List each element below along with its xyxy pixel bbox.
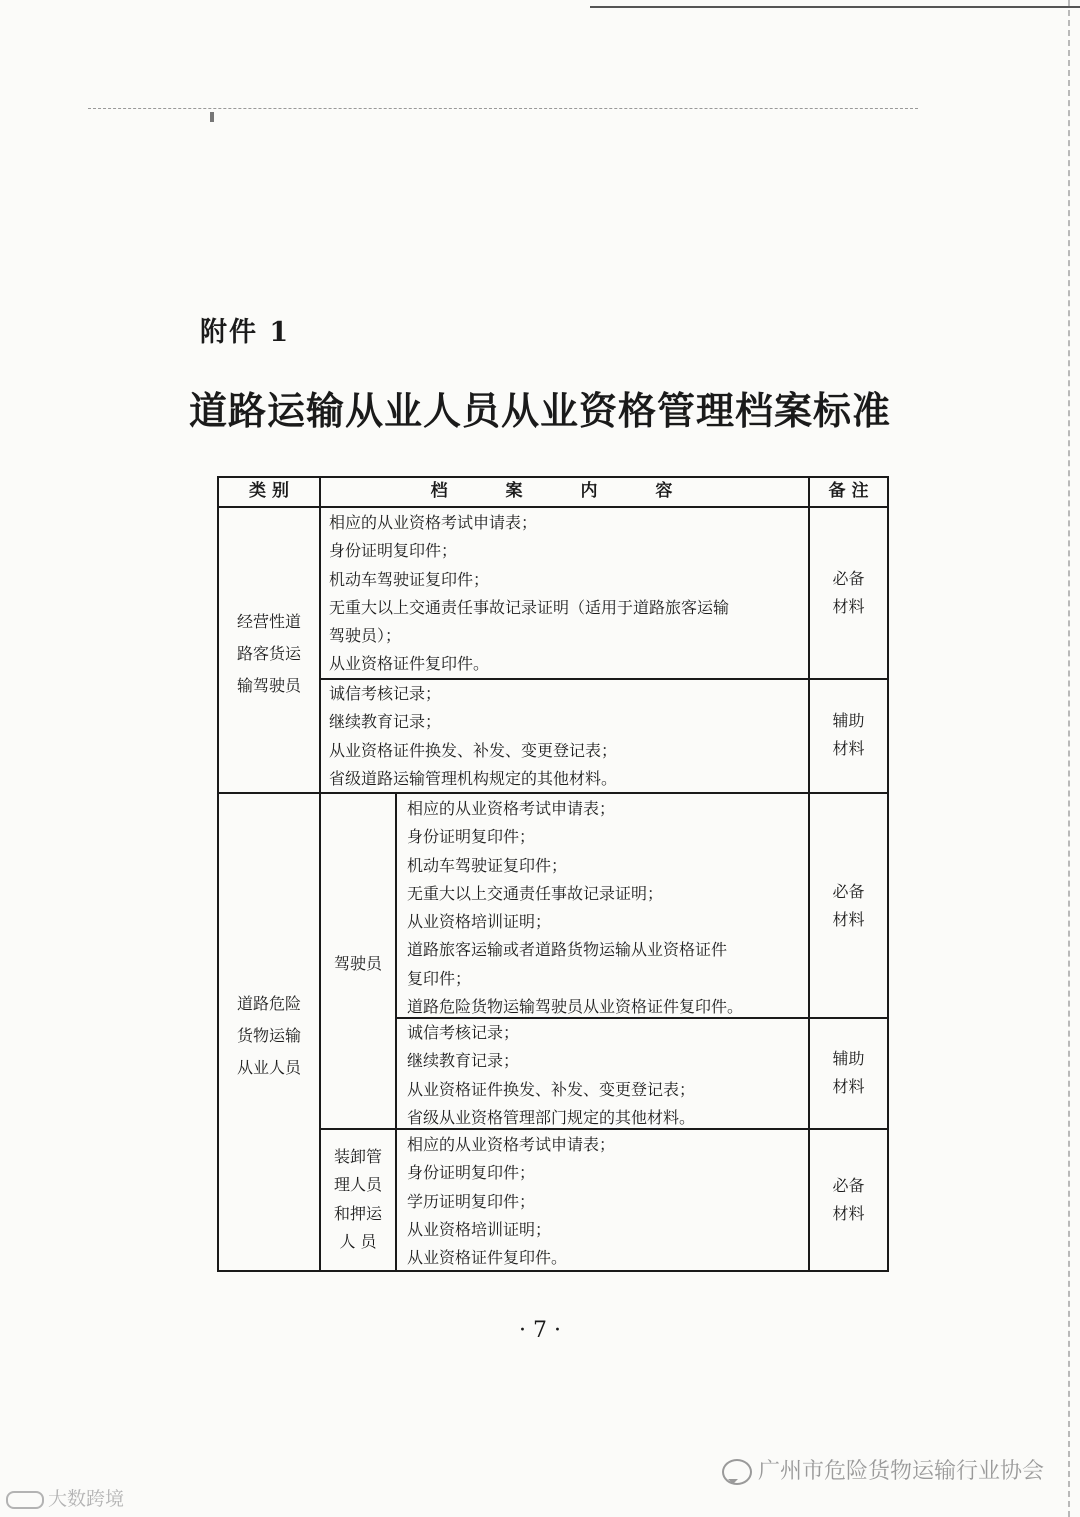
- subcategory-line: 理人员: [333, 1175, 382, 1195]
- subcategory-line: 人 员: [339, 1231, 377, 1251]
- remark-cell: [810, 565, 887, 622]
- content-item: 从业资格证件换发、补发、变更登记表；: [407, 1079, 696, 1099]
- remark-line: 材料: [832, 597, 865, 617]
- content-item: 无重大以上交通责任事故记录证明（适用于道路旅客运输: [329, 597, 730, 617]
- content-item: 无重大以上交通责任事故记录证明；: [407, 883, 664, 903]
- watermark-text: 广州市危险货物运输行业协会: [757, 1458, 1044, 1483]
- remark-line: 必备: [832, 1176, 865, 1195]
- content-cell: [407, 795, 743, 1021]
- category-line: 输驾驶员: [236, 676, 301, 695]
- category-line: 从业人员: [236, 1058, 301, 1077]
- remark-cell: [810, 1045, 887, 1102]
- column-divider: [395, 792, 397, 1272]
- corner-logo: [6, 1484, 124, 1511]
- header-category: 类 别: [249, 481, 289, 501]
- content-cell: [329, 509, 729, 679]
- content-item: 身份证明复印件；: [407, 827, 536, 847]
- category-line: 货物运输: [236, 1026, 301, 1045]
- category-cell: [219, 606, 319, 702]
- remark-line: 材料: [832, 910, 865, 930]
- header-divider: [217, 506, 889, 508]
- subcategory-cell: [321, 1143, 395, 1256]
- header-content: 档 案 内 容: [430, 481, 699, 501]
- content-cell: [329, 680, 617, 793]
- table-border-right: [887, 476, 889, 1272]
- attachment-label: 附件 1: [200, 317, 291, 348]
- content-item: 省级从业资格管理部门规定的其他材料。: [407, 1107, 696, 1127]
- content-item: 从业资格证件复印件。: [329, 654, 490, 674]
- content-item: 学历证明复印件；: [407, 1191, 536, 1211]
- remark-line: 材料: [832, 739, 865, 759]
- content-item: 从业资格培训证明；: [407, 1219, 552, 1239]
- subcategory-line: 装卸管: [333, 1147, 382, 1166]
- content-cell: [407, 1131, 615, 1272]
- content-item: 从业资格证件换发、补发、变更登记表；: [329, 740, 618, 760]
- content-item: 相应的从业资格考试申请表；: [407, 799, 616, 818]
- category-line: 经营性道: [236, 612, 301, 631]
- watermark: [722, 1454, 1044, 1485]
- content-item: 道路危险货物运输驾驶员从业资格证件复印件。: [407, 997, 744, 1017]
- remark-cell: [810, 707, 887, 764]
- content-item: 诚信考核记录；: [329, 684, 442, 703]
- remark-cell: [810, 1172, 887, 1229]
- wechat-icon: [722, 1459, 752, 1485]
- content-item: 相应的从业资格考试申请表；: [407, 1135, 616, 1154]
- header-remark: 备 注: [828, 481, 869, 501]
- subcategory-cell: [321, 950, 395, 978]
- content-item: 从业资格培训证明；: [407, 912, 552, 932]
- category-cell: [219, 988, 319, 1084]
- scan-mark: [210, 112, 214, 122]
- content-item: 机动车驾驶证复印件；: [329, 569, 490, 589]
- content-item: 身份证明复印件；: [329, 541, 458, 561]
- remark-line: 必备: [832, 569, 865, 588]
- content-cell: [407, 1019, 695, 1132]
- content-item: 复印件；: [407, 968, 472, 988]
- category-line: 路客货运: [236, 644, 301, 663]
- content-item: 继续教育记录；: [329, 712, 442, 732]
- category-line: 道路危险: [236, 994, 301, 1013]
- content-item: 诚信考核记录；: [407, 1023, 520, 1042]
- content-item: 驾驶员）；: [329, 626, 402, 646]
- content-item: 机动车驾驶证复印件；: [407, 855, 568, 875]
- corner-logo-text: 大数跨境: [48, 1489, 125, 1510]
- content-item: 从业资格证件复印件。: [407, 1248, 568, 1268]
- content-item: 相应的从业资格考试申请表；: [329, 513, 538, 532]
- subcategory-line: 驾驶员: [333, 954, 382, 973]
- page-title: 道路运输从业人员从业资格管理档案标准: [188, 388, 891, 433]
- table-border-left: [217, 476, 219, 1272]
- scan-dash-rule: [88, 108, 918, 109]
- scan-top-rule: [590, 6, 1080, 8]
- page-edge: [1068, 0, 1070, 1517]
- content-item: 道路旅客运输或者道路货物运输从业资格证件: [407, 940, 728, 960]
- remark-line: 材料: [832, 1204, 865, 1224]
- remark-line: 必备: [832, 882, 865, 901]
- remark-line: 材料: [832, 1077, 865, 1097]
- content-item: 身份证明复印件；: [407, 1163, 536, 1183]
- remark-cell: [810, 878, 887, 935]
- content-item: 继续教育记录；: [407, 1051, 520, 1071]
- remark-line: 辅助: [832, 1049, 865, 1068]
- page-number: · 7 ·: [519, 1318, 561, 1343]
- content-item: 省级道路运输管理机构规定的其他材料。: [329, 768, 618, 788]
- remark-line: 辅助: [832, 711, 865, 730]
- logo-icon: [6, 1491, 44, 1509]
- subcategory-line: 和押运: [333, 1203, 382, 1223]
